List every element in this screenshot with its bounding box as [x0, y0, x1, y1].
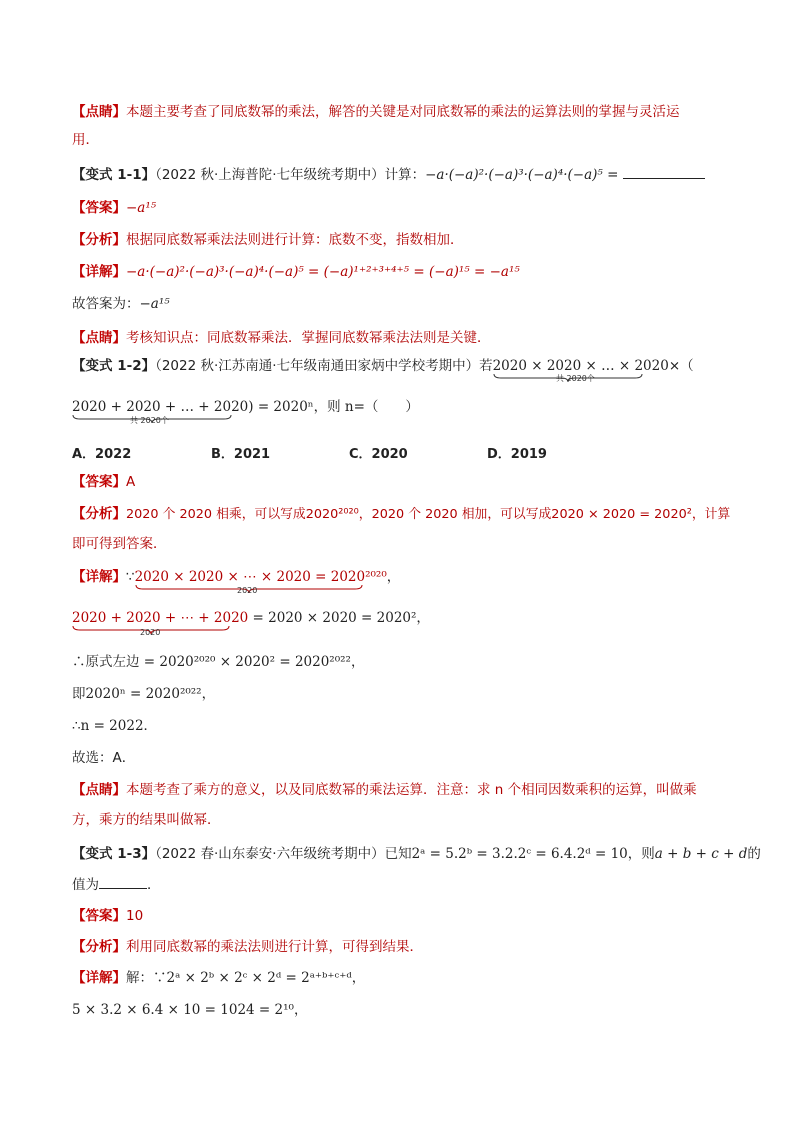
option-d[interactable]: D．2019	[487, 447, 547, 462]
dianjing-label: 【点睛】	[72, 104, 126, 120]
variant-1-2-detail-line-2	[72, 608, 706, 628]
answer-label: 【答案】	[72, 908, 126, 924]
variant-1-2-dianjing-line-1	[72, 780, 706, 800]
dianjing-label: 【点睛】	[72, 782, 126, 798]
variant-1-3-analysis	[72, 937, 706, 957]
detail-label: 【详解】	[72, 970, 126, 986]
detail-underbrace-group	[72, 608, 248, 628]
prev-dianjing-line-1	[72, 102, 706, 122]
variant-1-2-dianjing-line-2	[72, 810, 706, 830]
detail-underbrace-group	[135, 567, 387, 587]
answer-value: 10	[126, 908, 144, 924]
question-target: a + b + c + d	[654, 846, 748, 862]
dianjing-text: 本题主要考查了同底数幂的乘法，解答的关键是对同底数幂的乘法的运算法则的掌握与灵活运	[126, 104, 680, 120]
sum-underbrace-label: 共 2020个	[130, 416, 169, 425]
detail-label: 【详解】	[72, 569, 126, 585]
question-source: （2022 秋·江苏南通·七年级南通田家炳中学校考期中）若	[155, 358, 493, 374]
analysis-label: 【分析】	[72, 506, 126, 522]
variant-1-2-detail-line-5: ∴n = 2022．	[72, 718, 158, 734]
detail-comma: ，	[386, 569, 401, 585]
analysis-text: 2020 个 2020 相乘，可以写成2020²⁰²⁰，2020 个 2020 相加，可以写成2020 × 2020 = 2020²，计算	[126, 507, 731, 522]
sum-expression: 2020 + 2020 + … + 2020	[72, 399, 249, 415]
variant-1-2-analysis-line-1	[72, 504, 731, 525]
analysis-text: 根据同底数幂乘法法则进行计算：底数不变，指数相加．	[126, 232, 464, 248]
question-line-2: 值为	[72, 877, 99, 893]
analysis-text: 利用同底数幂的乘法法则进行计算，可得到结果．	[126, 939, 423, 955]
product-underbrace-label: 共 2020个	[556, 374, 595, 383]
answer-blank	[99, 874, 147, 889]
answer-label: 【答案】	[72, 200, 126, 216]
detail-expression: −a·(−a)²·(−a)³·(−a)⁴·(−a)⁵ = (−a)¹⁺²⁺³⁺⁴⁺⁵ = (−a)¹⁵ = −a¹⁵	[126, 264, 520, 280]
variant-1-1-answer	[72, 198, 706, 218]
question-line-2-end: ．	[147, 877, 161, 893]
sum-underbrace-group	[72, 397, 248, 417]
variant-1-2-detail-line-1	[72, 567, 706, 587]
variant-1-3-answer	[72, 906, 706, 926]
prev-dianjing-line-2	[72, 130, 706, 150]
question-tail: ) = 2020ⁿ，则 n=（ ）	[248, 399, 419, 415]
detail-expression: 解：∵2ᵃ × 2ᵇ × 2ᶜ × 2ᵈ = 2ᵃ⁺ᵇ⁺ᶜ⁺ᵈ，	[126, 970, 366, 986]
detail-sum-expression: 2020 + 2020 + ⋯ + 2020	[72, 610, 249, 626]
variant-1-1-analysis	[72, 230, 706, 250]
dianjing-text: 考核知识点：同底数幂乘法．掌握同底数幂乘法法则是关键．	[126, 330, 491, 346]
answer-blank	[623, 164, 705, 179]
option-b[interactable]: B．2021	[211, 447, 271, 462]
dianjing-text-cont: 用．	[72, 132, 99, 148]
analysis-label: 【分析】	[72, 232, 126, 248]
detail-sum-tail: = 2020 × 2020 = 2020²，	[248, 610, 430, 626]
answer-label: 【答案】	[72, 474, 126, 490]
answer-value: A	[126, 474, 136, 490]
option-a[interactable]: A．2022	[72, 447, 132, 462]
option-c[interactable]: C．2020	[349, 447, 408, 462]
variant-1-3-detail-line-2: 5 × 3.2 × 6.4 × 10 = 1024 = 2¹⁰，	[72, 1002, 308, 1018]
times-open: ×（	[668, 358, 694, 374]
because-symbol: ∵	[126, 569, 135, 585]
variant-1-3-question-line-1	[72, 844, 761, 864]
variant-1-3-question-line-2	[72, 874, 706, 895]
dianjing-text: 本题考查了乘方的意义，以及同底数幂的乘法运算．注意：求 n 个相同因数乘积的运算，叫做乘	[126, 782, 697, 798]
variant-1-2-analysis-line-2	[72, 534, 706, 554]
detail-underbrace-label: 2020	[237, 586, 258, 595]
conclusion-value: −a¹⁵	[139, 296, 170, 312]
question-tail: 的	[747, 846, 761, 862]
variant-1-2-detail-line-3: ∴原式左边 = 2020²⁰²⁰ × 2020² = 2020²⁰²²，	[72, 654, 365, 670]
variant-1-2-choose: 故选：A．	[72, 750, 136, 766]
variant-1-2-question-line-1	[72, 356, 706, 376]
question-source: （2022 春·山东泰安·六年级统考期中）已知	[155, 846, 412, 862]
dianjing-label: 【点睛】	[72, 330, 126, 346]
variant-1-1-detail	[72, 262, 706, 282]
conclusion-prefix: 故答案为：	[72, 296, 140, 312]
detail-sum-underbrace-label: 2020	[140, 628, 161, 637]
product-expression: 2020 × 2020 × … × 2020	[492, 358, 669, 374]
variant-label: 【变式 1-3】	[72, 846, 156, 862]
variant-1-1-dianjing	[72, 328, 706, 348]
detail-expression: 2020 × 2020 × ⋯ × 2020 = 2020²⁰²⁰	[134, 569, 387, 585]
variant-1-2-question-line-2	[72, 397, 706, 417]
variant-1-3-detail-line-1	[72, 968, 706, 988]
variant-1-1-question	[72, 164, 706, 185]
analysis-text-cont: 即可得到答案．	[72, 536, 167, 552]
detail-label: 【详解】	[72, 264, 126, 280]
answer-value: −a¹⁵	[126, 200, 157, 216]
variant-1-2-detail-line-4: 即2020ⁿ = 2020²⁰²²，	[72, 686, 216, 702]
variant-1-1-conclusion	[72, 294, 706, 314]
question-condition: 2ᵃ = 5.2ᵇ = 3.2.2ᶜ = 6.4.2ᵈ = 10，则	[411, 846, 655, 862]
variant-1-2-answer	[72, 472, 706, 492]
question-expression: −a·(−a)²·(−a)³·(−a)⁴·(−a)⁵ =	[425, 167, 619, 183]
dianjing-text-cont: 方，乘方的结果叫做幂．	[72, 812, 221, 828]
question-source: （2022 秋·上海普陀·七年级统考期中）计算：	[155, 167, 426, 183]
variant-label: 【变式 1-1】	[72, 167, 156, 183]
analysis-label: 【分析】	[72, 939, 126, 955]
variant-label: 【变式 1-2】	[72, 358, 156, 374]
